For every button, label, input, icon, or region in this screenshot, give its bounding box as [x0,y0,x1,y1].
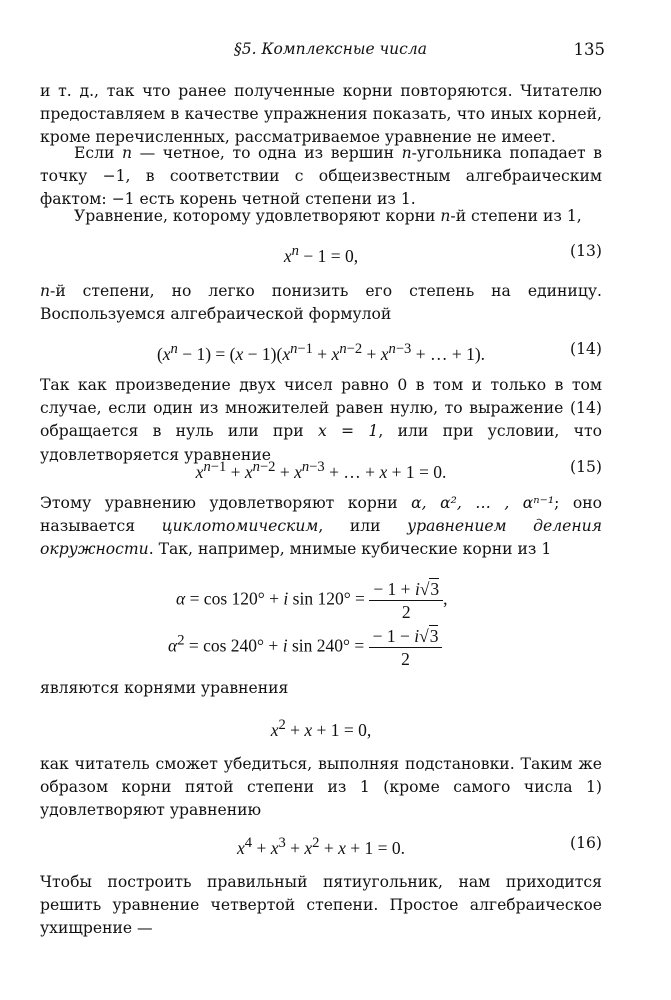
page-number: 135 [573,40,605,59]
running-header [40,40,605,64]
alpha-formula: α = cos 120° + i sin 120° = $\frac{- 1 + i√3}{2}$ , [176,579,448,622]
paragraph-9: Чтобы построить правильный пятиугольник, нам приходится решить уравнение четвертой степени. Простое алгебраическое ухищрение — [40,873,602,938]
paragraph-5: Так как произведение двух чисел равно 0 в том и только в том случае, если один из множителей равен нулю, то выражение (14) обращается в нуль или при x = 1, или при условии, что удовлетворяется уравнение [40,376,602,464]
paragraph-2: Если n — четное, то одна из вершин n-угольника попадает в точку −1, в соответствии с общеизвестным алгебраическим фактом: −1 есть корень четной степени из 1. [40,144,602,209]
equation-14-body: $(x^n - 1) = (x - 1)(x^{n-1} + x^{n-2} + x^{n-3}$ + … + 1). [156,341,486,364]
paragraph-8: как читатель сможет убедиться, выполняя подстановки. Таким же образом корни пятой степени из 1 (кроме самого числа 1) удовлетворяют уравнению [40,755,602,820]
equation-14 [40,335,602,363]
paragraph-1: и т. д., так что ранее полученные корни повторяются. Читателю предоставляем в качестве упражнения показать, что иных корней, кроме перечисленных, рассматриваемое уравнение не имеет. [40,82,602,147]
paragraph-3: Уравнение, которому удовлетворяют корни n-й степени из 1, [74,207,582,225]
equation-cubic-body: $x^2 + x + 1 = 0$, [270,717,372,740]
alpha-fraction: $\frac{- 1 + i√3}{2}$ [369,578,443,623]
equation-16 [40,829,602,857]
equation-14-tag: (14) [569,340,602,358]
equation-16-tag: (16) [569,834,602,852]
equation-15-tag: (15) [569,458,602,476]
paragraph-4: n-й степени, но легко понизить его степень на единицу. Воспользуемся алгебраической формулой [40,282,602,324]
equation-13-tag: (13) [569,242,602,260]
equation-15 [40,453,602,481]
equation-15-body: $x^{n-1} + x^{n-2} + x^{n-3}$ + … + x + 1 = 0. [195,459,447,482]
paragraph-7: являются корнями уравнения [40,679,289,697]
paragraph-6: Этому уравнению удовлетворяют корни α, α², … , αⁿ⁻¹; оно называется циклотомическим, или уравнением деления окружности. Так, например, мнимые кубические корни из 1 [40,494,603,559]
equation-13 [40,237,602,265]
alpha-squared-fraction: $\frac{- 1 - i√3}{2}$ [369,625,443,670]
equation-16-body: $x^4 + x^3 + x^2 + x + 1 = 0$. [236,835,405,858]
equation-cubic [40,711,602,739]
section-title: §5. Комплексные числа [234,40,427,58]
equation-13-body: $x^n - 1 = 0$, [283,243,359,266]
alpha-squared-formula: $\alpha^2 = \cos 240^\circ + i$ sin 240° = $\frac{- 1 - i√3}{2}$ [168,625,442,670]
